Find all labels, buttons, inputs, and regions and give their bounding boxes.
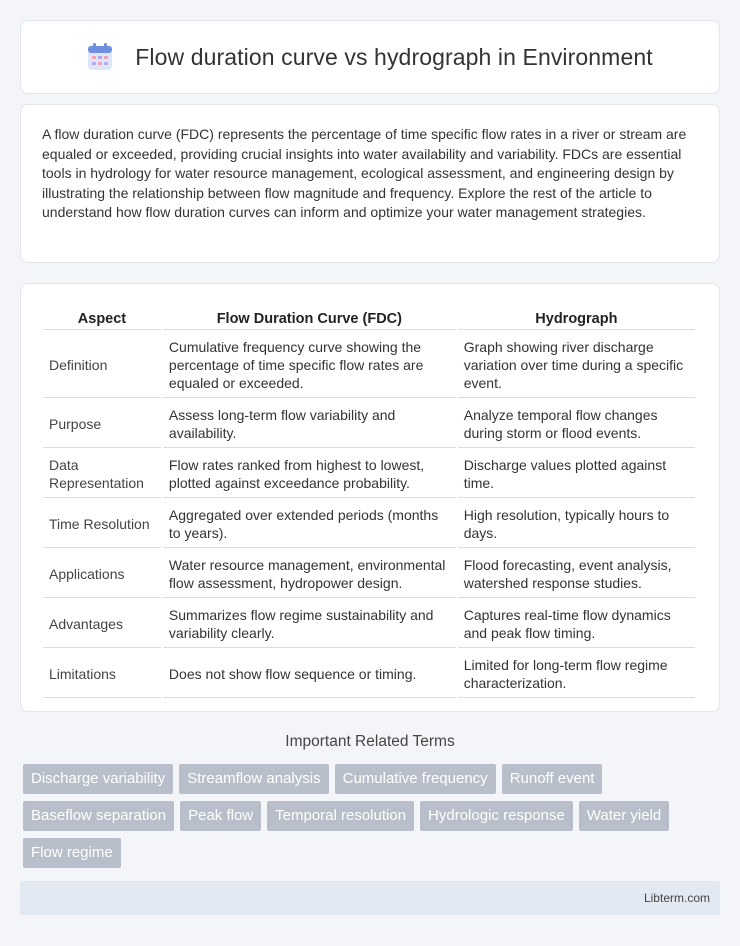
row-hydrograph: High resolution, typically hours to days. [458,500,695,548]
tag-streamflow-analysis[interactable]: Streamflow analysis [179,764,328,794]
tag-cumulative-frequency[interactable]: Cumulative frequency [335,764,496,794]
intro-paragraph: A flow duration curve (FDC) represents the percentage of time specific flow rates in a river or stream are equaled or exceeded, providing crucial insights into water availability and variability. FDCs are essential tools in hydrology for water resource management, ecological assessment, and engineering design by illustrating the relationship between flow magnitude and frequency. Explore the rest of the article to understand how flow duration curves can inform and optimize your water management strategies. [42,126,687,220]
related-terms-tags [23,764,723,875]
row-hydrograph: Flood forecasting, event analysis, watershed response studies. [458,550,695,598]
row-hydrograph: Limited for long-term flow regime characterization. [458,650,695,698]
table-row [43,332,695,398]
header-hydrograph: Hydrograph [458,304,695,330]
row-fdc: Water resource management, environmental flow assessment, hydropower design. [163,550,456,598]
table-header-row [43,304,695,330]
row-hydrograph: Discharge values plotted against time. [458,450,695,498]
header-card [20,20,720,94]
intro-card [20,104,720,263]
row-aspect: Definition [43,332,161,398]
tag-hydrologic-response[interactable]: Hydrologic response [420,801,573,831]
row-hydrograph: Captures real-time flow dynamics and peak flow timing. [458,600,695,648]
table-row [43,400,695,448]
related-terms-title: Important Related Terms [285,733,455,750]
row-fdc: Summarizes flow regime sustainability and variability clearly. [163,600,456,648]
tag-flow-regime[interactable]: Flow regime [23,838,121,868]
row-aspect: Purpose [43,400,161,448]
row-fdc: Flow rates ranked from highest to lowest, plotted against exceedance probability. [163,450,456,498]
page-title: Flow duration curve vs hydrograph in Environment [135,43,653,70]
row-hydrograph: Graph showing river discharge variation over time during a specific event. [458,332,695,398]
row-hydrograph: Analyze temporal flow changes during storm or flood events. [458,400,695,448]
row-fdc: Aggregated over extended periods (months to years). [163,500,456,548]
tag-temporal-resolution[interactable]: Temporal resolution [267,801,414,831]
header-fdc: Flow Duration Curve (FDC) [163,304,456,330]
row-aspect: Limitations [43,650,161,698]
footer-link[interactable]: Libterm.com [643,891,710,905]
comparison-table [41,302,697,700]
tag-discharge-variability[interactable]: Discharge variability [23,764,173,794]
footer [20,881,720,915]
tag-water-yield[interactable]: Water yield [579,801,669,831]
comparison-card [20,283,720,712]
row-aspect: Time Resolution [43,500,161,548]
row-aspect: Data Representation [43,450,161,498]
table-row [43,600,695,648]
tag-peak-flow[interactable]: Peak flow [180,801,261,831]
row-fdc: Assess long-term flow variability and availability. [163,400,456,448]
tag-baseflow-separation[interactable]: Baseflow separation [23,801,174,831]
table-row [43,550,695,598]
table-row [43,650,695,698]
tag-runoff-event[interactable]: Runoff event [502,764,603,794]
table-row [43,450,695,498]
table-row [43,500,695,548]
row-fdc: Cumulative frequency curve showing the percentage of time specific flow rates are equaled or exceeded. [163,332,456,398]
header-aspect: Aspect [43,304,161,330]
row-fdc: Does not show flow sequence or timing. [163,650,456,698]
row-aspect: Advantages [43,600,161,648]
calendar-icon [87,43,113,71]
row-aspect: Applications [43,550,161,598]
